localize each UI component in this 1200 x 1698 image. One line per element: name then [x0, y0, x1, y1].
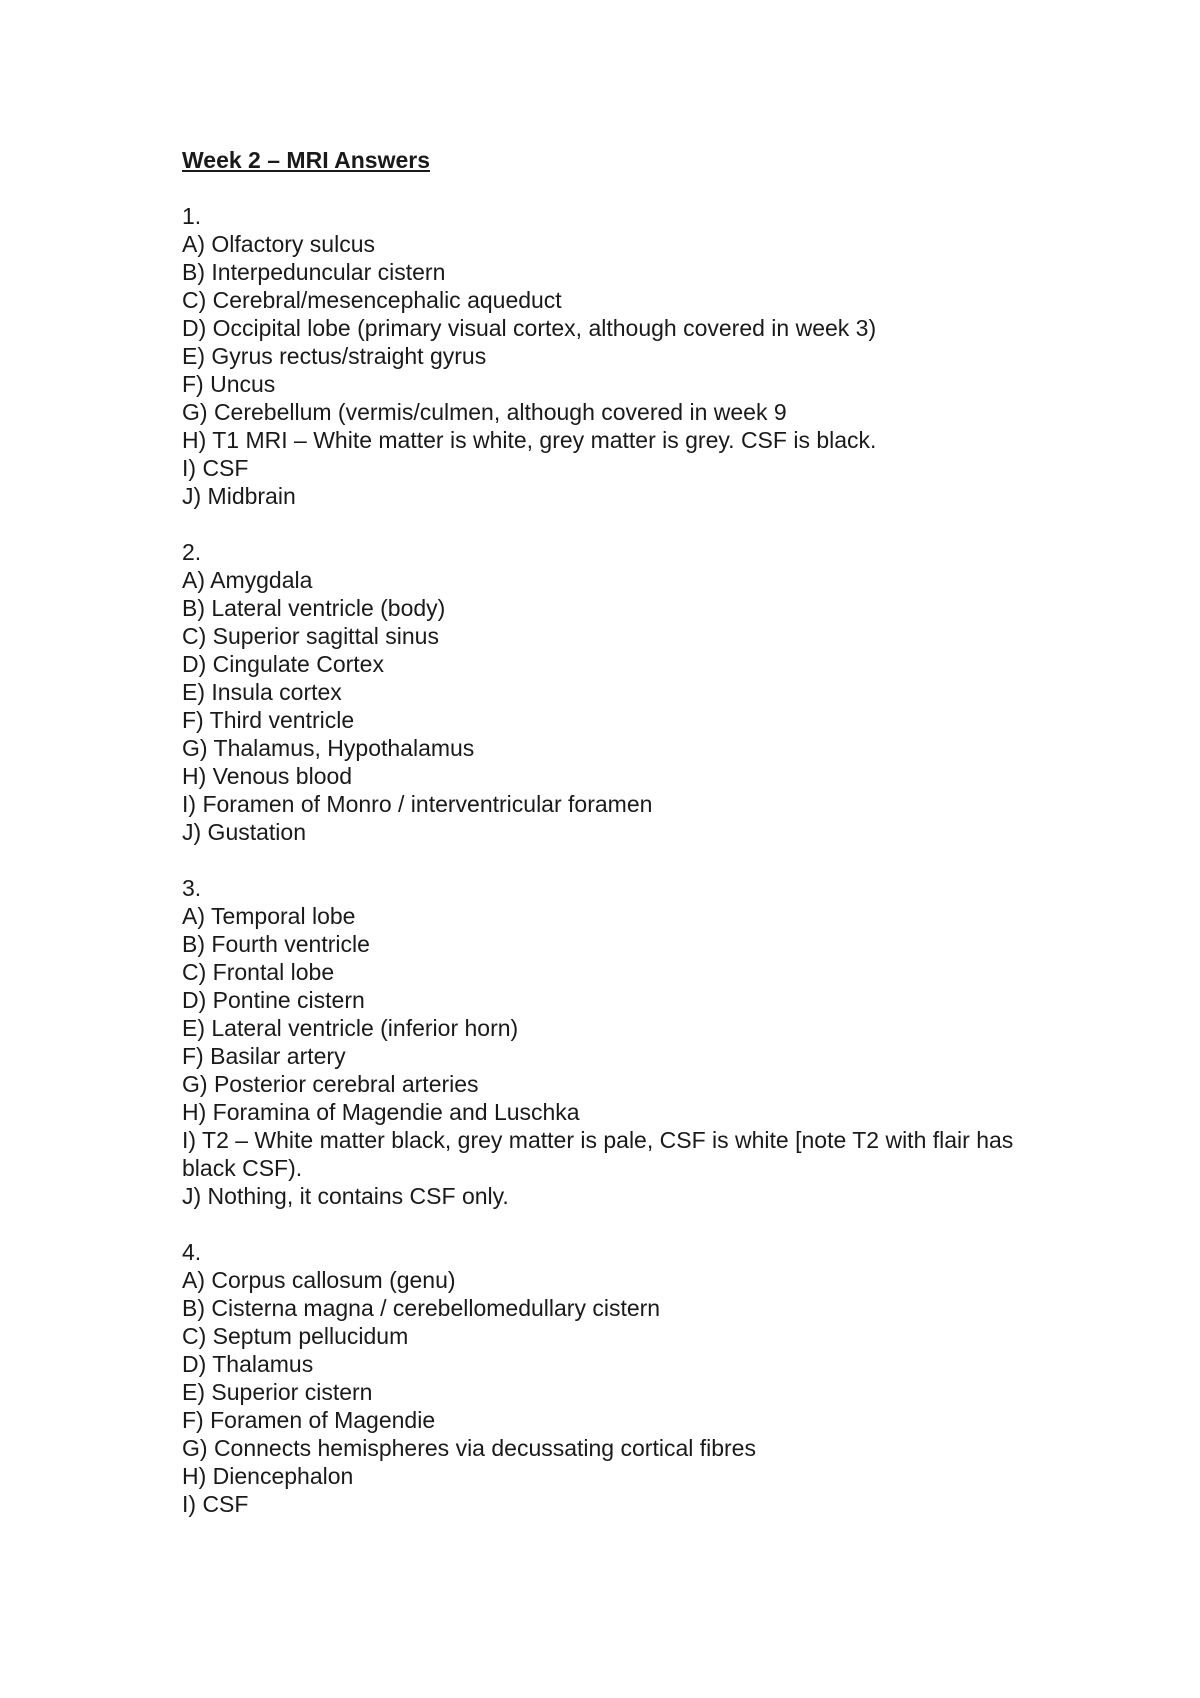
answer-item: A) Olfactory sulcus [182, 231, 375, 257]
answer-item: I) CSF [182, 455, 249, 481]
answer-item: I) Foramen of Monro / interventricular foramen [182, 791, 653, 817]
answer-item: F) Uncus [182, 371, 276, 397]
answer-item: E) Superior cistern [182, 1379, 373, 1405]
question-section-2 [182, 538, 1062, 846]
answer-item: A) Corpus callosum (genu) [182, 1267, 456, 1293]
question-number: 2. [182, 539, 202, 565]
answer-item: J) Nothing, it contains CSF only. [182, 1183, 509, 1209]
answer-item: I) T2 – White matter black, grey matter is pale, CSF is white [note T2 with flair has black CSF). [182, 1127, 1020, 1181]
answer-item: D) Occipital lobe (primary visual cortex, although covered in week 3) [182, 315, 877, 341]
answer-item: C) Superior sagittal sinus [182, 623, 439, 649]
answer-item: J) Midbrain [182, 483, 296, 509]
answer-item: H) Venous blood [182, 763, 353, 789]
document-page [182, 146, 1062, 1546]
answer-item: F) Foramen of Magendie [182, 1407, 436, 1433]
answer-item: A) Amygdala [182, 567, 313, 593]
page-title: Week 2 – MRI Answers [182, 147, 430, 173]
answer-item: D) Cingulate Cortex [182, 651, 384, 677]
answer-item: C) Cerebral/mesencephalic aqueduct [182, 287, 562, 313]
question-number: 4. [182, 1239, 202, 1265]
answer-item: D) Thalamus [182, 1351, 314, 1377]
answer-item: D) Pontine cistern [182, 987, 365, 1013]
answer-item: B) Cisterna magna / cerebellomedullary cistern [182, 1295, 661, 1321]
answer-item: J) Gustation [182, 819, 306, 845]
answer-item: F) Third ventricle [182, 707, 355, 733]
answer-item: B) Lateral ventricle (body) [182, 595, 446, 621]
answer-item: H) Foramina of Magendie and Luschka [182, 1099, 580, 1125]
answer-item: B) Fourth ventricle [182, 931, 370, 957]
answer-item: C) Septum pellucidum [182, 1323, 409, 1349]
answer-item: G) Posterior cerebral arteries [182, 1071, 479, 1097]
answer-item: E) Lateral ventricle (inferior horn) [182, 1015, 519, 1041]
answer-item: H) Diencephalon [182, 1463, 354, 1489]
answer-item: B) Interpeduncular cistern [182, 259, 446, 285]
answer-item: C) Frontal lobe [182, 959, 335, 985]
answer-item: E) Gyrus rectus/straight gyrus [182, 343, 487, 369]
answer-item: A) Temporal lobe [182, 903, 356, 929]
question-section-4 [182, 1238, 1062, 1518]
question-number: 3. [182, 875, 202, 901]
answer-item: F) Basilar artery [182, 1043, 346, 1069]
question-number: 1. [182, 203, 202, 229]
answer-item: G) Cerebellum (vermis/culmen, although covered in week 9 [182, 399, 787, 425]
answer-item: I) CSF [182, 1491, 249, 1517]
question-section-3 [182, 874, 1062, 1210]
answer-item: G) Connects hemispheres via decussating cortical fibres [182, 1435, 756, 1461]
answer-item: G) Thalamus, Hypothalamus [182, 735, 475, 761]
answer-item: E) Insula cortex [182, 679, 342, 705]
question-section-1 [182, 202, 1062, 510]
answer-item: H) T1 MRI – White matter is white, grey matter is grey. CSF is black. [182, 427, 877, 453]
